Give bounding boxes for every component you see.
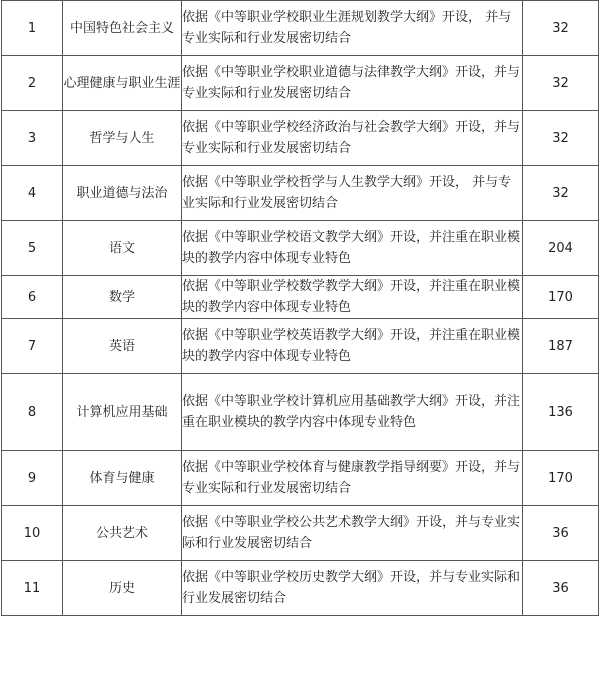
course-description: 依据《中等职业学校英语教学大纲》开设，并注重在职业模块的教学内容中体现专业特色 — [182, 319, 523, 374]
course-name: 计算机应用基础 — [63, 374, 182, 451]
course-name: 体育与健康 — [63, 451, 182, 506]
row-number: 3 — [2, 111, 63, 166]
table-row — [2, 374, 599, 451]
course-name: 数学 — [63, 276, 182, 319]
table-row — [2, 166, 599, 221]
table-row — [2, 276, 599, 319]
table-row — [2, 451, 599, 506]
table-row — [2, 56, 599, 111]
course-hours: 36 — [523, 506, 599, 561]
course-description: 依据《中等职业学校公共艺术教学大纲》开设，并与专业实际和行业发展密切结合 — [182, 506, 523, 561]
row-number: 6 — [2, 276, 63, 319]
table-row — [2, 561, 599, 616]
course-table — [1, 0, 599, 616]
row-number: 7 — [2, 319, 63, 374]
row-number: 2 — [2, 56, 63, 111]
course-hours: 36 — [523, 561, 599, 616]
course-name: 哲学与人生 — [63, 111, 182, 166]
course-hours: 32 — [523, 56, 599, 111]
course-name: 历史 — [63, 561, 182, 616]
course-hours: 187 — [523, 319, 599, 374]
course-description: 依据《中等职业学校计算机应用基础教学大纲》开设，并注重在职业模块的教学内容中体现专业特色 — [182, 374, 523, 451]
row-number: 11 — [2, 561, 63, 616]
course-name: 语文 — [63, 221, 182, 276]
course-description: 依据《中等职业学校体育与健康教学指导纲要》开设，并与专业实际和行业发展密切结合 — [182, 451, 523, 506]
course-hours: 170 — [523, 451, 599, 506]
course-description: 依据《中等职业学校数学教学大纲》开设，并注重在职业模块的教学内容中体现专业特色 — [182, 276, 523, 319]
course-description: 依据《中等职业学校语文教学大纲》开设，并注重在职业模块的教学内容中体现专业特色 — [182, 221, 523, 276]
course-description: 依据《中等职业学校职业道德与法律教学大纲》开设，并与专业实际和行业发展密切结合 — [182, 56, 523, 111]
course-name: 中国特色社会主义 — [63, 1, 182, 56]
course-description: 依据《中等职业学校历史教学大纲》开设，并与专业实际和行业发展密切结合 — [182, 561, 523, 616]
row-number: 1 — [2, 1, 63, 56]
course-hours: 32 — [523, 1, 599, 56]
table-row — [2, 1, 599, 56]
table-row — [2, 319, 599, 374]
row-number: 9 — [2, 451, 63, 506]
course-hours: 136 — [523, 374, 599, 451]
course-description: 依据《中等职业学校哲学与人生教学大纲》开设， 并与专业实际和行业发展密切结合 — [182, 166, 523, 221]
row-number: 8 — [2, 374, 63, 451]
course-name: 心理健康与职业生涯 — [63, 56, 182, 111]
course-hours: 204 — [523, 221, 599, 276]
table-row — [2, 506, 599, 561]
course-description: 依据《中等职业学校职业生涯规划教学大纲》开设， 并与专业实际和行业发展密切结合 — [182, 1, 523, 56]
table-row — [2, 111, 599, 166]
row-number: 5 — [2, 221, 63, 276]
row-number: 10 — [2, 506, 63, 561]
table-row — [2, 221, 599, 276]
course-hours: 32 — [523, 111, 599, 166]
course-hours: 32 — [523, 166, 599, 221]
course-hours: 170 — [523, 276, 599, 319]
row-number: 4 — [2, 166, 63, 221]
course-description: 依据《中等职业学校经济政治与社会教学大纲》开设，并与专业实际和行业发展密切结合 — [182, 111, 523, 166]
course-name: 公共艺术 — [63, 506, 182, 561]
course-name: 英语 — [63, 319, 182, 374]
course-name: 职业道德与法治 — [63, 166, 182, 221]
